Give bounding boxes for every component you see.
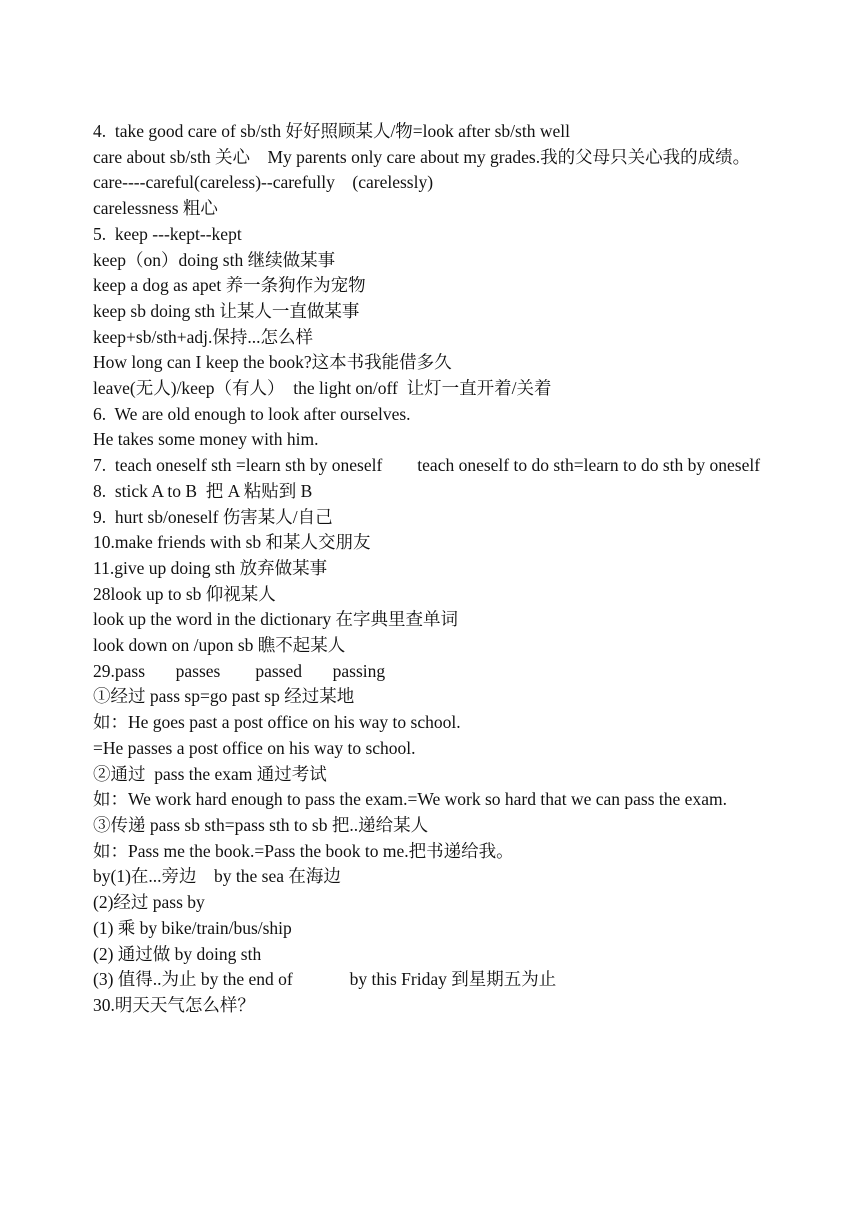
text-line: (1) 乘 by bike/train/bus/ship [93,917,292,938]
text-line: leave(无人)/keep（有人） the light on/off 让灯一直开着/关着 [93,378,552,399]
text-line: =He passes a post office on his way to school. [93,737,416,758]
text-line: care about sb/sth 关心 My parents only care about my grades.我的父母只关心我的成绩。 [93,146,751,167]
text-line: keep+sb/sth+adj.保持...怎么样 [93,326,313,347]
text-line: ①经过 pass sp=go past sp 经过某地 [93,686,355,707]
text-line: 如：He goes past a post office on his way to school. [93,712,461,733]
text-line: keep（on）doing sth 继续做某事 [93,249,336,270]
text-line: 28look up to sb 仰视某人 [93,583,276,604]
text-line: ②通过 pass the exam 通过考试 [93,763,327,784]
text-line: by(1)在...旁边 by the sea 在海边 [93,866,341,887]
text-line: 30.明天天气怎么样？ [93,994,255,1015]
text-line: (2) 通过做 by doing sth [93,943,262,964]
text-line: (3) 值得..为止 by the end of by this Friday 到星期五为止 [93,969,557,990]
text-line: 8. stick A to B 把 A 粘贴到 B [93,480,313,501]
text-line: keep sb doing sth 让某人一直做某事 [93,300,360,321]
text-line: He takes some money with him. [93,429,319,450]
text-line: 4. take good care of sb/sth 好好照顾某人/物=look after sb/sth well [93,121,570,141]
text-line: How long can I keep the book?这本书我能借多久 [93,352,452,373]
text-line: 6. We are old enough to look after ourselves. [93,403,411,424]
text-line: 如：We work hard enough to pass the exam.=We work so hard that we can pass the exam. [93,789,727,810]
document-body [93,119,769,1019]
text-line: look down on /upon sb 瞧不起某人 [93,635,346,656]
text-line: (2)经过 pass by [93,892,205,913]
text-line: 如：Pass me the book.=Pass the book to me.把书递给我。 [93,840,514,861]
text-line: 5. keep ---kept--kept [93,223,242,244]
text-line: 9. hurt sb/oneself 伤害某人/自己 [93,506,333,527]
text-line: 11.give up doing sth 放弃做某事 [93,557,328,578]
text-line: 10.make friends with sb 和某人交朋友 [93,532,371,553]
text-line: care----careful(careless)--carefully (carelessly) [93,172,434,193]
text-line: 7. teach oneself sth =learn sth by oneself teach oneself to do sth=learn to do sth by oneself [93,455,761,476]
text-line: look up the word in the dictionary 在字典里查单词 [93,609,459,630]
text-line: 29.pass passes passed passing [93,660,386,681]
text-line: carelessness 粗心 [93,198,218,219]
text-line: ③传递 pass sb sth=pass sth to sb 把..递给某人 [93,814,429,835]
text-line: keep a dog as apet 养一条狗作为宠物 [93,275,366,296]
